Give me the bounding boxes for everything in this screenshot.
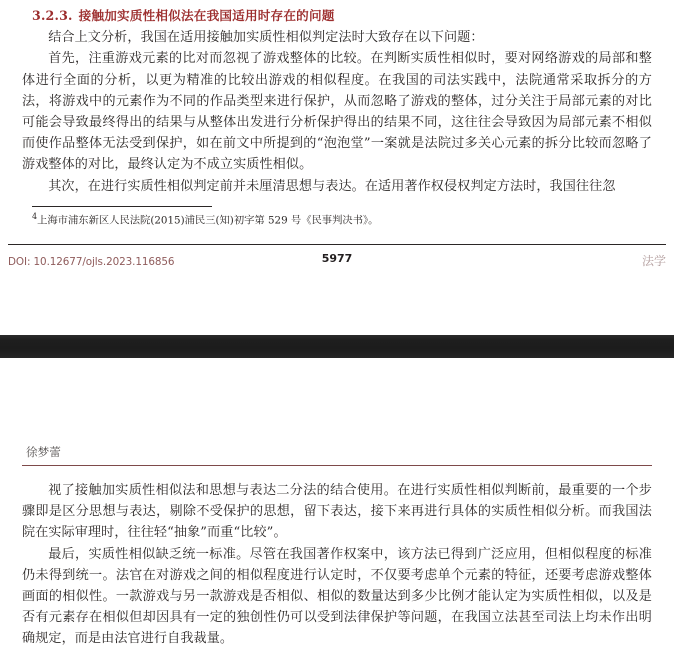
running-head-author: 徐梦蕾: [26, 445, 61, 459]
footer-divider: [8, 244, 666, 245]
footnote-divider: [32, 206, 212, 207]
section-number: 3.2.3.: [32, 8, 73, 23]
footer-row: [8, 252, 666, 269]
footnote-text: [32, 210, 652, 227]
section-title: 接触加实质性相似法在我国适用时存在的问题: [78, 8, 335, 23]
document-page-two: [0, 358, 674, 645]
page-separator-band: [0, 335, 674, 358]
page-number: 5977: [321, 252, 353, 265]
footnote-block: [22, 206, 652, 227]
paragraph: 结合上文分析，我国在适用接触加实质性相似判定法时大致存在以下问题：: [48, 30, 484, 46]
journal-name: 法学: [641, 254, 666, 268]
page-top-margin: [22, 358, 652, 444]
document-page-one: [0, 8, 674, 335]
paragraph: 首先，注重游戏元素的比对而忽视了游戏整体的比较。在判断实质性相似时，要对网络游戏的局部和整体进行全面的分析，以更为精准的比较出游戏的相似程度。在我国的司法实践中，法院通常采取拆分的方法，将游戏中的元素作为不同的作品类型来进行保护，从而忽略了游戏的整体，过分关注于局部元素的对比可能会导致最终得出的结果与从整体出发进行分析保护得出的结果不同，这往往会导致因为局部元素不相似而使作品整体无法受到保护，如在前文中所提到的“泡泡堂”一案就是法院过多关心元素的拆分比较而忽略了游戏整体的对比，最终认定为不成立实质性相似。: [22, 51, 652, 173]
footnote-marker: 4: [32, 212, 38, 221]
footnote-body: 上海市浦东新区人民法院(2015)浦民三(知)初字第 529 号《民事判决书》。: [37, 214, 379, 227]
section-heading: [32, 8, 652, 23]
doi-link[interactable]: DOI: 10.12677/ojls.2023.116856: [8, 256, 175, 268]
running-head-divider: [22, 465, 652, 466]
paragraph: 最后，实质性相似缺乏统一标准。尽管在我国著作权案中，该方法已得到广泛应用，但相似程度的标准仍未得到统一。法官在对游戏之间的相似程度进行认定时，不仅要考虑单个元素的特征，还要考虑游戏整体画面的相似性。一款游戏与另一款游戏是否相似、相似的数量达到多少比例才能认定为实质性相似，以及是否有元素存在相似但却因具有一定的独创性仍可以受到法律保护等问题，在我国立法甚至司法上均未作出明确规定，而是由法官进行自我裁量。: [22, 546, 652, 647]
paragraph: 其次，在进行实质性相似判定前并未厘清思想与表达。在适用著作权侵权判定方法时，我国往往忽: [48, 178, 616, 194]
page-footer: [0, 244, 674, 269]
paragraph: 视了接触加实质性相似法和思想与表达二分法的结合使用。在进行实质性相似判断前，最重要的一个步骤即是区分思想与表达，剔除不受保护的思想，留下表达，接下来再进行具体的实质性相似分析。而我国法院在实际审理时，往往轻“抽象”而重“比较”。: [22, 483, 652, 541]
